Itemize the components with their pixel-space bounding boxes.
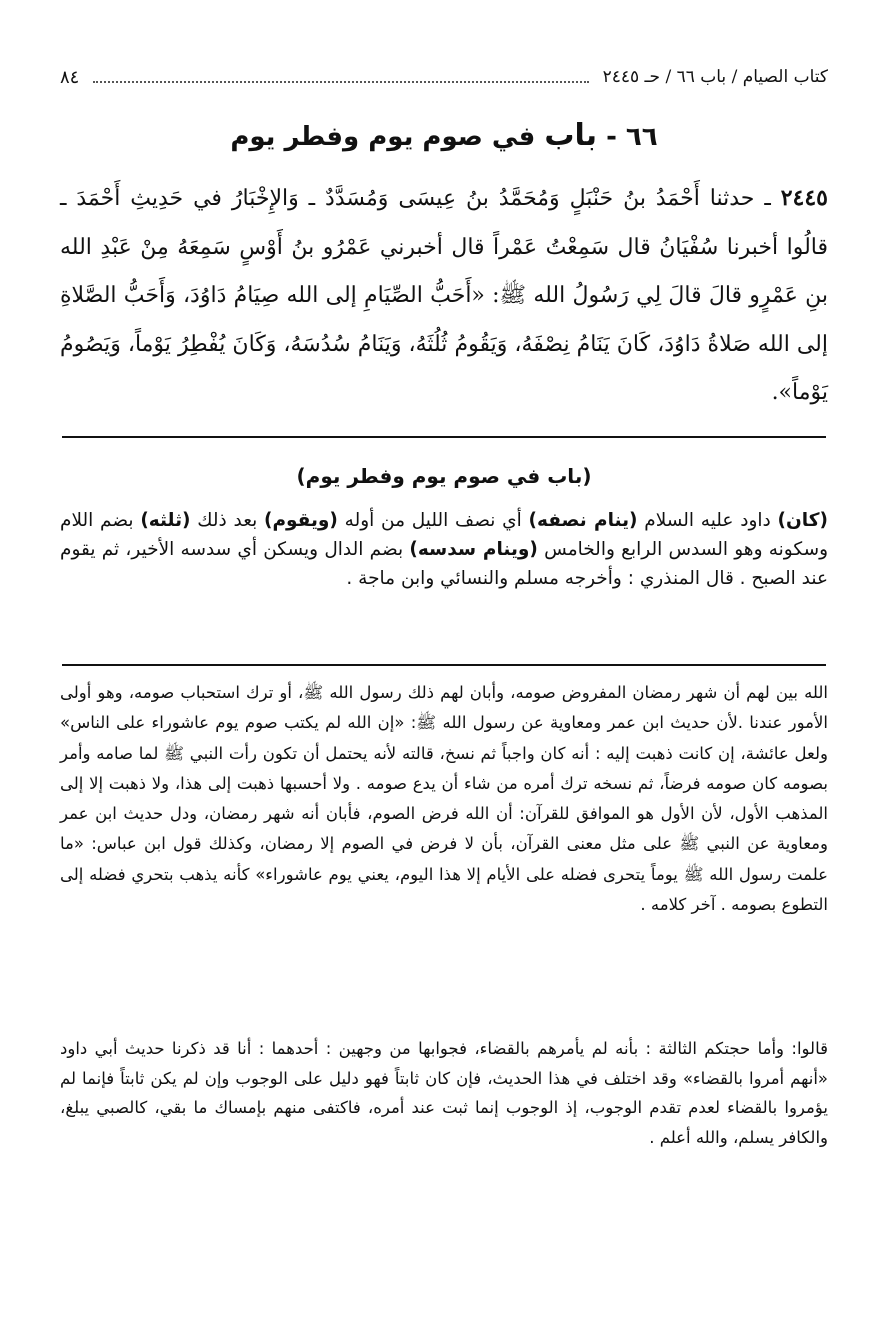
commentary-gloss: بعد ذلك (197, 510, 258, 531)
commentary-gloss: بضم الدال ويسكن أي سدسه الأخير، ثم يقوم عند الصبح . قال المنذري : وأخرجه مسلم والنسائي وابن ماجة . (60, 539, 828, 589)
hadith-text: ـ حدثنا أَحْمَدُ بنُ حَنْبَلٍ وَمُحَمَّدُ بنُ عِيسَى وَمُسَدَّدٌ ـ وَالإِخْبَارُ في حَدِيثِ أَحْمَدَ ـ قالُوا أخبرنا سُفْيَانُ قال سَمِعْتُ عَمْراً قال أخبرني عَمْرُو بنُ أَوْسٍ سَمِعَهُ مِنْ عَبْدِ الله بنِ عَمْرٍو قالَ قالَ لِي رَسُولُ الله ﷺ: «أَحَبُّ الصِّيَامِ إلى الله صِيَامُ دَاوُدَ، وَأَحَبُّ الصَّلاةِ إلى الله صَلاةُ دَاوُدَ، كَانَ يَنَامُ نِصْفَهُ، وَيَقُومُ ثُلُثَهُ، وَيَنَامُ سُدُسَهُ، وَكَانَ يُفْطِرُ يَوْماً، وَيَصُومُ يَوْماً». (60, 186, 828, 405)
section-divider-bottom (62, 664, 826, 666)
commentary-keyword: (كان) (777, 510, 828, 531)
hadith-text-block (60, 174, 828, 418)
commentary-keyword: (وينام سدسه) (409, 539, 538, 560)
chapter-bab-word: باب (544, 118, 598, 153)
commentary-gloss: داود عليه السلام (644, 510, 771, 531)
hadith-number: ٢٤٤٥ (780, 185, 828, 211)
commentary-heading: (باب في صوم يوم وفطر يوم) (296, 464, 592, 488)
commentary-keyword: (ينام نصفه) (528, 510, 638, 531)
commentary-keyword: (ويقوم) (264, 510, 338, 531)
chapter-number: ٦٦ - (606, 122, 658, 152)
footnote-text: قالوا: وأما حجتكم الثالثة : بأنه لم يأمرهم بالقضاء، فجوابها من وجهين : أحدهما : أنا قد ذكرنا حديث أبي داود «أنهم أمروا بالقضاء» وقد اختلف في هذا الحديث، فإن كان ثابتاً فهو دليل على الوجوب وإن لم يكن ثابتاً فإنما لم يؤمروا بالقضاء لعدم تقدم الوجوب، إذ الوجوب إنما ثبت عند أمره، فاكتفى منهم بإمساك ما بقي، كالصبي يبلغ، والكافر يسلم، والله أعلم . (60, 1039, 828, 1147)
running-title: كتاب الصيام / باب ٦٦ / حـ ٢٤٤٥ (602, 67, 828, 87)
chapter-heading (60, 112, 828, 161)
commentary-gloss: بضم اللام وسكونه وهو السدس الرابع والخامس (60, 510, 828, 560)
footnote-paragraph-2 (60, 1034, 828, 1152)
footnote-text: الله بين لهم أن شهر رمضان المفروض صومه، وأبان لهم ذلك رسول الله ﷺ، أو ترك استحباب صومه، وهو أولى الأمور عندنا .لأن حديث ابن عمر ومعاوية عن رسول الله ﷺ: «إن الله لم يكتب صوم يوم عاشوراء على الناس» ولعل عائشة، إن كانت ذهبت إليه : أنه كان واجباً ثم نسخ، قالته لأنه يحتمل أن تكون رأت النبي ﷺ لما صامه وأمر بصومه كان صومه فرضاً، ثم نسخه ترك أمره من شاء أن يدع صومه . ولا أحسبها ذهبت إلى هذا، ولا ذهبت إلا إلى المذهب الأول، لأن الأول هو الموافق للقرآن: أن الله فرض الصوم، فأبان أنه شهر رمضان، ودل حديث ابن عمر ومعاوية عن النبي ﷺ على مثل معنى القرآن، بأن لا فرض في الصوم إلا رمضان، وكذلك قول ابن عباس: «ما علمت رسول الله ﷺ يوماً يتحرى فضله على الأيام إلا هذا اليوم، يعني يوم عاشوراء» كأنه يذهب بتحري فضله إلى التطوع بصومه . آخر كلامه . (60, 683, 828, 915)
running-head (60, 60, 828, 94)
footnote-paragraph-1 (60, 678, 828, 920)
commentary-gloss: أي نصف الليل من أوله (344, 510, 522, 531)
chapter-title: في صوم يوم وفطر يوم (230, 122, 536, 152)
commentary-keyword: (ثلثه) (140, 510, 191, 531)
dotted-leader (93, 71, 588, 83)
section-divider-top (62, 436, 826, 438)
page-number: ٨٤ (60, 66, 80, 88)
commentary-text-block (60, 506, 828, 593)
